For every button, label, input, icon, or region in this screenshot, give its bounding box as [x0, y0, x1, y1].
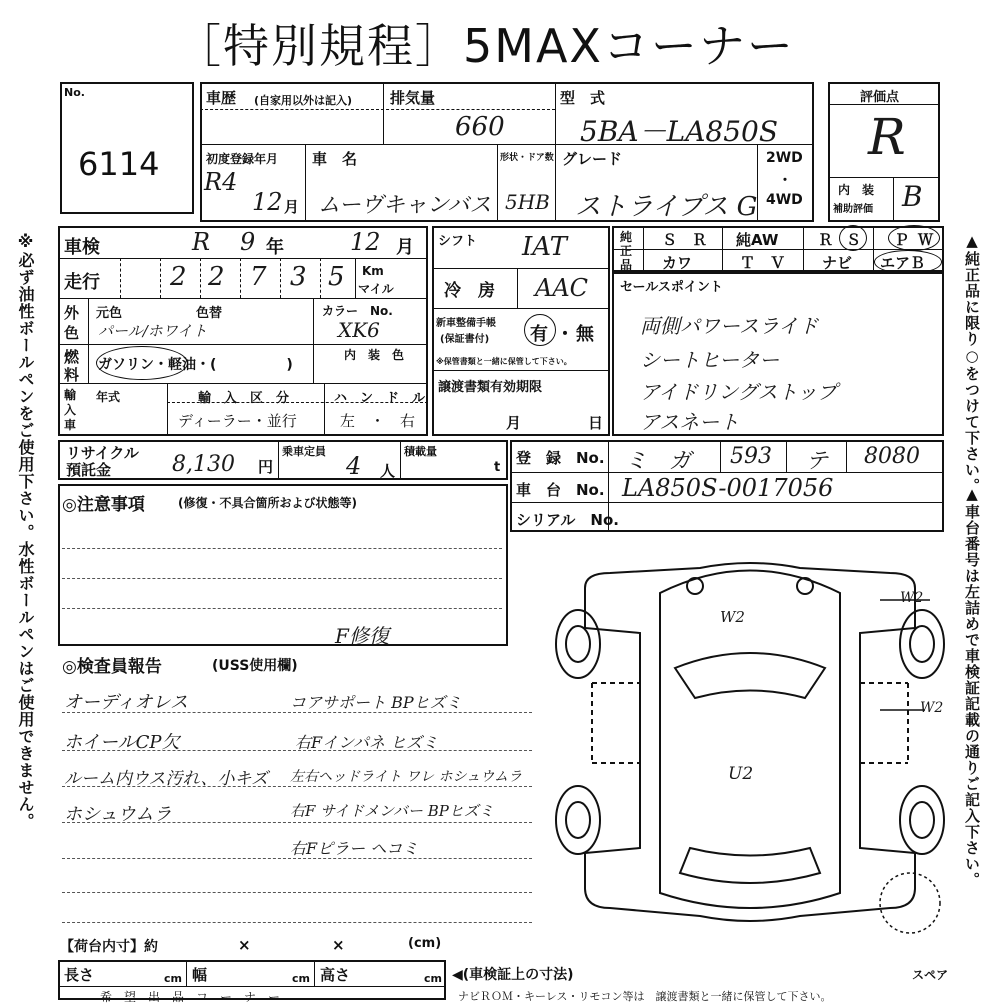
fuel-label1: 燃 [64, 348, 80, 366]
recycle-label1: リサイクル [66, 444, 139, 462]
sales-point-2: シートヒーター [640, 348, 780, 372]
import-category-value: ディーラー・並行 [178, 412, 297, 430]
equip-s-circle [839, 225, 867, 251]
handle-label: ハ ン ド ル [334, 391, 426, 406]
diagram-mark-body: U2 [728, 764, 754, 784]
equip-airbag-circle [874, 250, 942, 274]
report-left-4: ホシュウムラ [64, 804, 172, 825]
dims-length: 長さ [64, 966, 95, 984]
chassis-value: LA850S-0017056 [622, 474, 834, 502]
capacity-label: 乗車定員 [282, 445, 326, 458]
registration-number: 8080 [864, 444, 920, 469]
report-left-1: オーディオレス [64, 692, 189, 713]
mileage-unit-km: Km [362, 264, 384, 278]
report-left-3: ルーム内ウス汚れ、小キズ [64, 769, 269, 789]
cargo-label: 【荷台内寸】約 [60, 939, 158, 955]
bottom-note: 希 望 出 品 コ ー ナ ー [100, 990, 281, 1004]
diagram-mark-right2: W2 [920, 700, 944, 716]
inspector-sub: (USS使用欄) [212, 658, 298, 674]
cargo-x2: × [332, 936, 345, 954]
load-unit: t [494, 460, 501, 475]
inspector-label: ◎検査員報告 [62, 657, 162, 677]
inspection-month-unit: 月 [396, 237, 414, 258]
manual-dot: ・ [556, 324, 574, 345]
drive-4wd: 4WD [766, 192, 803, 208]
equip-airbag: エアＢ [880, 254, 926, 272]
handle-value: 左 ・ 右 [340, 412, 416, 430]
no-label: No. [64, 86, 85, 99]
inspection-year: 9 [240, 228, 256, 256]
cargo-x1: × [238, 936, 251, 954]
left-side-note: ※必ず油性ボールペンをご使用下さい。水性ボールペンはご使用できません。 [16, 232, 35, 830]
first-reg-label: 初度登録年月 [206, 152, 279, 166]
dims-height: 高さ [320, 966, 351, 984]
mileage-label: 走行 [64, 272, 100, 293]
diagram-mark-top: W2 [720, 608, 745, 626]
sales-point-3: アイドリングストップ [640, 380, 837, 404]
model-label: 型 式 [560, 89, 606, 107]
genuine-label3: 品 [620, 258, 633, 272]
inspection-era: R [192, 228, 211, 256]
import-label1: 輸 [64, 388, 77, 402]
dims-width-unit: cm [292, 972, 310, 985]
drive-dot: ・ [778, 173, 792, 189]
ext-color-label2: 色 [64, 324, 80, 342]
right-side-note-chassis: ▲車台番号は左詰めで車検証記載の通りご記入下さい。 [963, 485, 981, 888]
recycle-label2: 預託金 [66, 461, 112, 479]
mileage-unit-mile: マイル [358, 282, 394, 296]
manual-note: ※保管書類と一緒に保管して下さい。 [436, 357, 572, 366]
score-value: R [868, 108, 906, 166]
equip-r: Ｒ [818, 231, 834, 249]
mileage-digit-5: 5 [328, 262, 345, 292]
car-name-value: ムーヴキャンバス [318, 193, 492, 218]
shape-value: 5HB [505, 190, 550, 214]
fuel-options: ガソリン・軽油・( ) [98, 357, 293, 373]
spare-label: スペア [912, 968, 949, 982]
diagram-mark-right1: W2 [900, 590, 924, 606]
report-left-2: ホイールCP欠 [64, 732, 180, 753]
genuine-label2: 正 [620, 244, 633, 258]
interior-score-label2: 補助評価 [833, 204, 873, 215]
report-right-1: コアサポート BPヒズミ [290, 693, 462, 712]
grade-label: グレード [562, 150, 623, 168]
first-reg-month: 12 [252, 188, 283, 216]
dims-width: 幅 [192, 966, 208, 984]
transfer-month-label: 月 [506, 414, 522, 432]
import-category-label: 輸 入 区 分 [198, 391, 290, 406]
score-label: 評価点 [860, 90, 900, 105]
interior-score-label1: 内 装 [838, 183, 875, 197]
equip-pw-circle [888, 225, 940, 251]
shape-label: 形状・ドア数 [500, 153, 554, 163]
import-year-label: 年式 [96, 390, 121, 404]
equip-navi: ナビ [822, 254, 853, 272]
color-code-value: XK6 [338, 318, 380, 342]
no-value: 6114 [78, 145, 160, 183]
displacement-label: 排気量 [390, 89, 436, 107]
manual-label1: 新車整備手帳 [436, 318, 496, 329]
dims-height-unit: cm [424, 972, 442, 985]
displacement-value: 660 [455, 112, 505, 142]
serial-label: シリアル No. [516, 511, 619, 529]
color-code-label: カラー No. [322, 304, 393, 318]
equip-s: Ｓ [846, 231, 862, 249]
drive-2wd: 2WD [766, 150, 803, 166]
genuine-label1: 純 [620, 230, 633, 244]
orig-color-label: 元色 [96, 306, 123, 321]
notes-entry: F修復 [335, 624, 389, 648]
recycle-value: 8,130 [172, 452, 235, 477]
manual-label2: (保証書付) [440, 334, 490, 345]
import-label3: 車 [64, 418, 77, 432]
first-reg-month-unit: 月 [284, 198, 300, 216]
ext-color-label1: 外 [64, 304, 80, 322]
equip-sr: Ｓ Ｒ [662, 231, 708, 249]
inspection-label: 車検 [64, 237, 100, 258]
history-label: 車歴 [206, 89, 237, 107]
chassis-label: 車 台 No. [516, 481, 605, 499]
dims-length-unit: cm [164, 972, 182, 985]
grade-value: ストライプス G [575, 192, 758, 222]
interior-color-label: 内 装 色 [344, 348, 405, 362]
cargo-unit: (cm) [408, 936, 442, 951]
mileage-digit-4: 3 [290, 262, 307, 292]
sales-point-label: セールスポイント [620, 280, 723, 295]
transfer-day-label: 日 [588, 414, 604, 432]
registration-region: ミ ガ [625, 449, 692, 474]
mileage-digit-1: 2 [170, 262, 187, 292]
equip-w: Ｗ [918, 231, 934, 249]
page-title: ［特別規程］5MAXコーナー [175, 19, 795, 73]
dims-note: ◀(車検証上の寸法) [452, 967, 574, 983]
inspection-year-unit: 年 [266, 237, 284, 258]
bottom-note-right: ナビＲＯＭ・キーレス・リモコン等は 譲渡書類と一緒に保管して下さい。 [458, 990, 832, 1003]
import-label2: 入 [64, 403, 77, 417]
car-name-label: 車 名 [312, 150, 358, 168]
mileage-digit-2: 2 [208, 262, 225, 292]
transfer-label: 譲渡書類有効期限 [438, 380, 543, 395]
manual-no: 無 [576, 324, 594, 345]
registration-class: 593 [730, 444, 772, 469]
load-label: 積載量 [404, 445, 437, 458]
report-right-3: 左右ヘッドライト ワレ ホシュウムラ [290, 769, 523, 785]
capacity-value: 4 [346, 452, 362, 480]
equip-tv: Ｔ Ｖ [740, 254, 786, 272]
interior-score-value: B [902, 180, 923, 213]
sales-point-4: アスネート [640, 410, 740, 434]
registration-label: 登 録 No. [516, 449, 605, 467]
equip-leather: カワ [662, 254, 693, 272]
registration-kana: テ [806, 449, 829, 474]
manual-yes-circle [524, 314, 556, 346]
equip-aw: 純AW [736, 231, 779, 249]
shift-value: IAT [522, 232, 567, 262]
color-value: パール/ホワイト [98, 322, 208, 340]
ac-value: AAC [535, 274, 589, 302]
changed-color-label: 色替 [196, 306, 223, 321]
fuel-label2: 料 [64, 366, 80, 384]
first-reg-year: R4 [204, 168, 238, 196]
sales-point-1: 両側パワースライド [640, 314, 819, 338]
inspection-month: 12 [350, 228, 381, 256]
car-diagram [550, 548, 950, 938]
history-note: (自家用以外は記入) [254, 94, 353, 107]
recycle-unit: 円 [258, 458, 274, 476]
ac-label: 冷 房 [444, 281, 495, 301]
fuel-gasoline-circle [96, 346, 188, 380]
report-right-4: 右F サイドメンバー BPヒズミ [290, 802, 494, 820]
report-right-5: 右Fピラー ヘコミ [290, 839, 419, 858]
notes-label: ◎注意事項 [62, 495, 145, 515]
right-side-note-genuine: ▲純正品に限り○をつけて下さい。 [963, 232, 981, 494]
notes-sub: (修復・不具合箇所および状態等) [178, 496, 357, 510]
shift-label: シフト [438, 234, 478, 249]
model-value: 5BA－LA850S [580, 115, 779, 148]
capacity-unit: 人 [380, 462, 396, 480]
report-right-2: 右Fインパネ ヒズミ [295, 733, 439, 752]
mileage-digit-3: 7 [250, 262, 267, 292]
manual-yes: 有 [530, 324, 548, 345]
equip-p: Ｐ [894, 231, 910, 249]
